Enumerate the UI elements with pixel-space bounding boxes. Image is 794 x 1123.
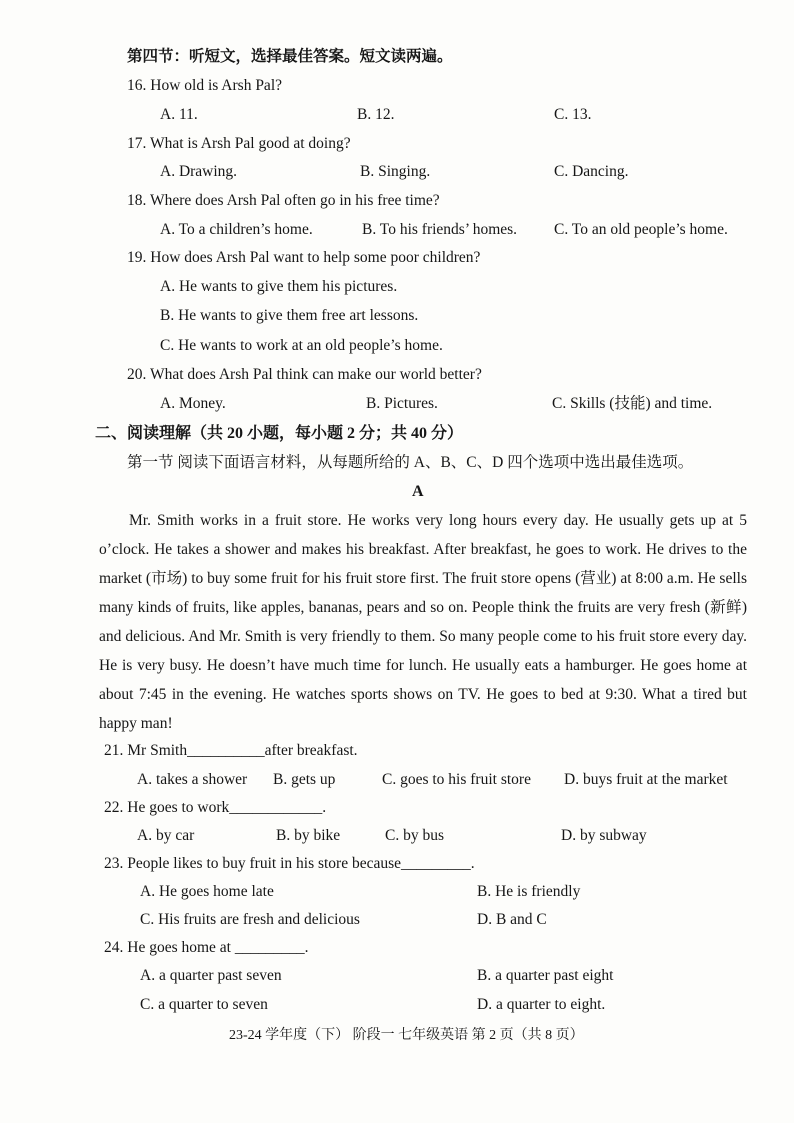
q20-option-a[interactable]: A. Money. [160, 395, 226, 412]
q21-option-c[interactable]: C. goes to his fruit store [382, 771, 531, 788]
question-23: 23. People likes to buy fruit in his store because_________. [104, 855, 475, 872]
q20-option-c[interactable]: C. Skills (技能) and time. [552, 395, 713, 412]
question-17: 17. What is Arsh Pal good at doing? [127, 135, 351, 152]
q21-option-a[interactable]: A. takes a shower [137, 771, 248, 788]
question-22: 22. He goes to work____________. [104, 799, 327, 816]
q23-option-a[interactable]: A. He goes home late [140, 883, 274, 900]
question-24: 24. He goes home at _________. [104, 939, 309, 956]
q19-option-c[interactable]: C. He wants to work at an old people’s home. [160, 337, 443, 354]
q22-option-a[interactable]: A. by car [137, 827, 195, 844]
part-header: 二、阅读理解（共 20 小题，每小题 2 分；共 40 分） [95, 425, 464, 442]
q22-option-b[interactable]: B. by bike [276, 827, 341, 844]
q20-option-b[interactable]: B. Pictures. [366, 395, 438, 412]
q18-option-b[interactable]: B. To his friends’ homes. [362, 221, 518, 238]
question-18: 18. Where does Arsh Pal often go in his free time? [127, 192, 440, 209]
q17-option-c[interactable]: C. Dancing. [554, 163, 629, 180]
q16-option-a[interactable]: A. 11. [160, 106, 198, 123]
question-20: 20. What does Arsh Pal think can make our world better? [127, 366, 482, 383]
q24-option-d[interactable]: D. a quarter to eight. [477, 996, 606, 1013]
q23-option-d[interactable]: D. B and C [477, 911, 547, 928]
question-19: 19. How does Arsh Pal want to help some poor children? [127, 249, 481, 266]
page-footer: 23-24 学年度（下） 阶段一 七年级英语 第 2 页（共 8 页） [229, 1028, 584, 1043]
q16-option-c[interactable]: C. 13. [554, 106, 592, 123]
q24-option-b[interactable]: B. a quarter past eight [477, 967, 614, 984]
reading-passage [99, 506, 747, 738]
q24-option-c[interactable]: C. a quarter to seven [140, 996, 268, 1013]
section-header: 第四节：听短文，选择最佳答案。短文读两遍。 [127, 48, 453, 65]
q23-option-b[interactable]: B. He is friendly [477, 883, 581, 900]
q22-option-d[interactable]: D. by subway [561, 827, 647, 844]
q22-option-c[interactable]: C. by bus [385, 827, 444, 844]
q18-option-a[interactable]: A. To a children’s home. [160, 221, 313, 238]
q21-option-d[interactable]: D. buys fruit at the market [564, 771, 728, 788]
q17-option-b[interactable]: B. Singing. [360, 163, 431, 180]
section-instruction: 第一节 阅读下面语言材料，从每题所给的 A、B、C、D 四个选项中选出最佳选项。 [127, 454, 694, 471]
q19-option-a[interactable]: A. He wants to give them his pictures. [160, 278, 398, 295]
q19-option-b[interactable]: B. He wants to give them free art lessons. [160, 307, 419, 324]
q24-option-a[interactable]: A. a quarter past seven [140, 967, 282, 984]
passage-label: A [412, 483, 424, 500]
q21-option-b[interactable]: B. gets up [273, 771, 336, 788]
question-16: 16. How old is Arsh Pal? [127, 77, 282, 94]
q23-option-c[interactable]: C. His fruits are fresh and delicious [140, 911, 360, 928]
q18-option-c[interactable]: C. To an old people’s home. [554, 221, 728, 238]
passage-text: Mr. Smith works in a fruit store. He works very long hours every day. He usually gets up at 5 o’clock. He takes a shower and makes his breakfast. After breakfast, he goes to work. He drives to the market (市场) to buy some fruit for his fruit store first. The fruit store opens (营业) at 8:00 a.m. He sells many kinds of fruits, like apples, bananas, pears and so on. People think the fruits are very fresh (新鲜) and delicious. And Mr. Smith is very friendly to them. So many people come to his fruit store every day. He is very busy. He doesn’t have much time for lunch. He usually eats a hamburger. He goes home at about 7:45 in the evening. He watches sports shows on TV. He goes to bed at 9:30. What a tired but happy man! [99, 512, 747, 732]
q17-option-a[interactable]: A. Drawing. [160, 163, 238, 180]
question-21: 21. Mr Smith__________after breakfast. [104, 742, 358, 759]
q16-option-b[interactable]: B. 12. [357, 106, 395, 123]
